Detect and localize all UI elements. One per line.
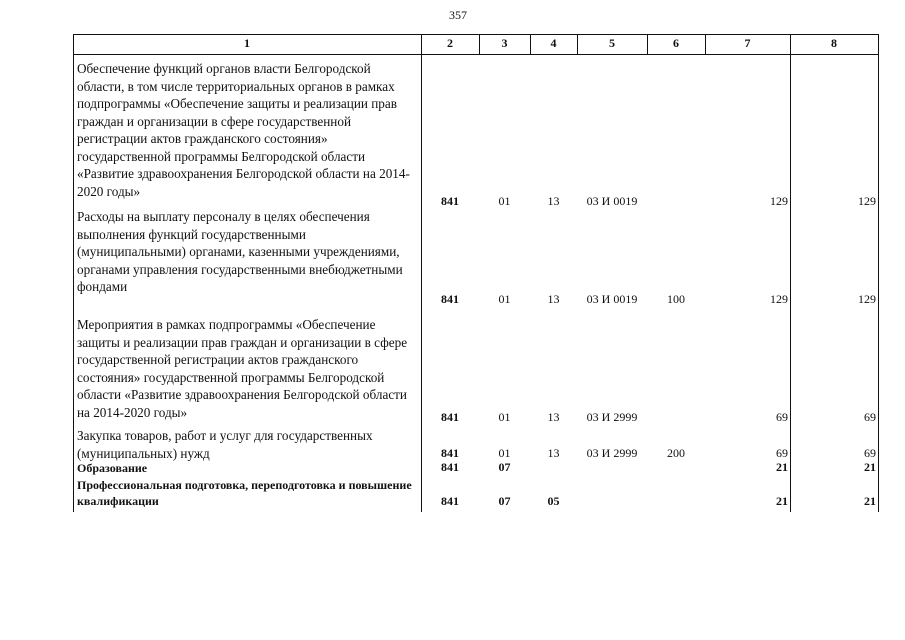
cell-rz: 01 — [498, 410, 511, 424]
cell-pr: 13 — [547, 292, 560, 306]
header-col-2: 2 — [447, 36, 453, 50]
cell-pr: 13 — [547, 194, 560, 208]
cell-sum-8: 21 — [864, 460, 876, 474]
row-description: Закупка товаров, работ и услуг для государственных (муниципальных) нужд — [77, 428, 373, 461]
cell-csr: 03 И 0019 — [586, 194, 638, 208]
row-description: Мероприятия в рамках подпрограммы «Обеспечение защиты и реализации прав граждан и организации в сфере государственной регистрации актов гражданского состояния» государственной программы Белгородской области «Развитие здравоохранения Белгородской области на 2014-2020 годы» — [77, 317, 408, 420]
cell-sum-7: 129 — [770, 194, 788, 208]
cell-sum-8: 69 — [864, 410, 876, 424]
cell-sum-8: 21 — [864, 494, 876, 508]
cell-sum-8: 129 — [858, 194, 876, 208]
header-col-7: 7 — [744, 36, 751, 50]
cell-sum-7: 69 — [776, 410, 788, 424]
cell-vr: 200 — [667, 446, 685, 460]
table-border-left — [73, 34, 74, 512]
cell-ved: 841 — [441, 460, 459, 474]
row-description: Расходы на выплату персоналу в целях обеспечения выполнения функций государственными (муниципальными) органами, казенными учреждениями, органами управления государственными внебюджетными фондами — [77, 209, 403, 294]
header-col-3: 3 — [501, 36, 508, 50]
cell-ved: 841 — [441, 194, 459, 208]
cell-ved: 841 — [441, 446, 459, 460]
cell-rz: 01 — [498, 292, 511, 306]
header-col-8: 8 — [831, 36, 837, 50]
cell-csr: 03 И 2999 — [586, 446, 638, 460]
header-rule — [73, 54, 879, 55]
cell-sum-8: 69 — [864, 446, 876, 460]
cell-rz: 01 — [498, 446, 511, 460]
table-border-right — [878, 34, 879, 512]
row-description: Профессиональная подготовка, переподготовка и повышение квалификации — [77, 478, 412, 508]
cell-rz: 01 — [498, 194, 511, 208]
cell-rz: 07 — [498, 460, 511, 474]
cell-sum-7: 129 — [770, 292, 788, 306]
col-divider — [421, 34, 422, 512]
header-col-5: 5 — [609, 36, 615, 50]
col-divider — [790, 34, 791, 512]
cell-csr: 03 И 2999 — [586, 410, 638, 424]
header-col-1: 1 — [244, 36, 250, 50]
cell-rz: 07 — [498, 494, 511, 508]
table-border-top — [73, 34, 879, 35]
cell-sum-8: 129 — [858, 292, 876, 306]
cell-sum-7: 21 — [776, 460, 788, 474]
cell-vr: 100 — [667, 292, 685, 306]
row-description: Обеспечение функций органов власти Белгородской области, в том числе территориальных органов в рамках подпрограммы «Обеспечение защиты и реализации прав граждан и организации в сфере государственной регистрации актов гражданского состояния» государственной программы Белгородской области «Развитие здравоохранения Белгородской области на 2014-2020 годы» — [77, 61, 410, 199]
cell-pr: 05 — [547, 494, 560, 508]
cell-pr: 13 — [547, 410, 560, 424]
cell-ved: 841 — [441, 292, 459, 306]
row-description: Образование — [77, 461, 148, 475]
cell-ved: 841 — [441, 494, 459, 508]
cell-sum-7: 69 — [776, 446, 788, 460]
cell-ved: 841 — [441, 410, 459, 424]
cell-csr: 03 И 0019 — [586, 292, 638, 306]
header-col-4: 4 — [550, 36, 557, 50]
page-number: 357 — [449, 8, 467, 22]
header-col-6: 6 — [673, 36, 679, 50]
cell-pr: 13 — [547, 446, 560, 460]
cell-sum-7: 21 — [776, 494, 788, 508]
budget-table — [73, 34, 879, 512]
